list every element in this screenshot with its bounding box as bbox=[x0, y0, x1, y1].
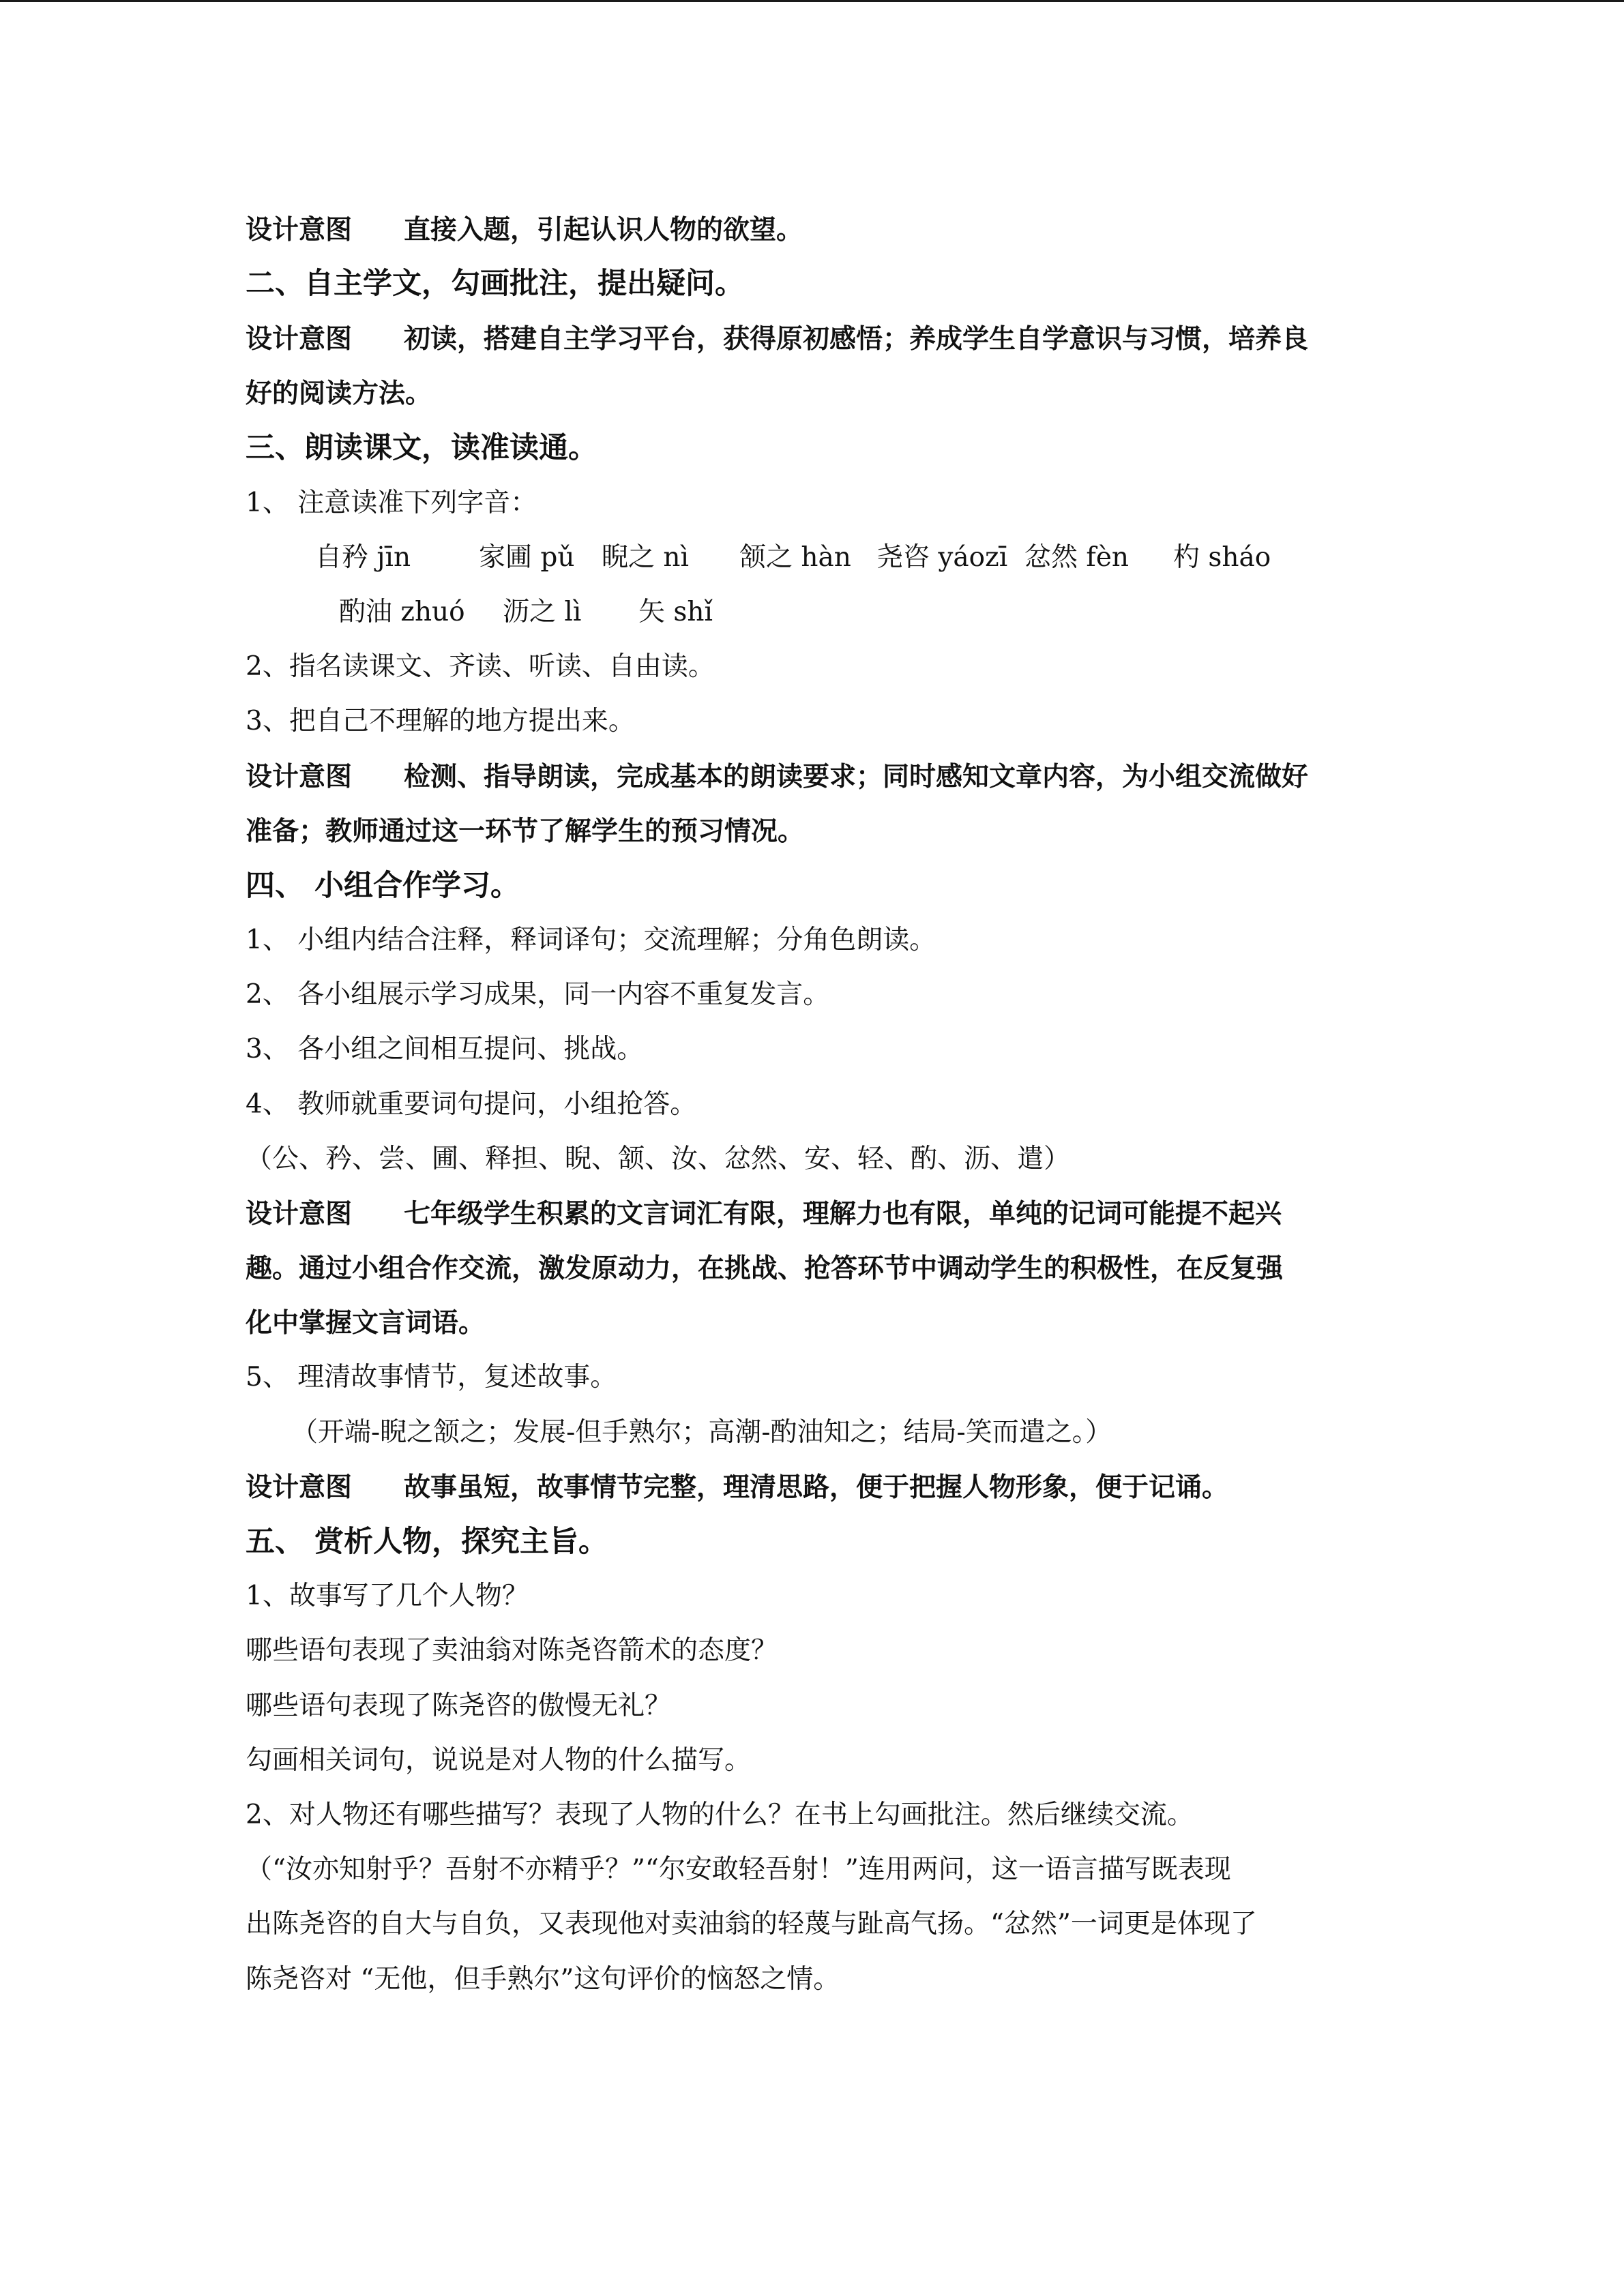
design-intent-label: 设计意图 bbox=[246, 1472, 353, 1503]
design-intent-label: 设计意图 bbox=[246, 761, 353, 792]
design-intent-text: 初读，搭建自主学习平台，获得原初感悟；养成学生自学意识与习惯，培养良 bbox=[404, 323, 1309, 355]
design-intent-line bbox=[246, 1467, 1228, 1508]
paragraph-line: 出陈尧咨的自大与自负，又表现他对卖油翁的轻蔑与趾高气扬。“忿然”一词更是体现了 bbox=[246, 1909, 1257, 1939]
list-item: 3、 各小组之间相互提问、挑战。 bbox=[246, 1034, 644, 1064]
design-intent-label: 设计意图 bbox=[246, 214, 353, 245]
list-item: 4、 教师就重要词句提问，小组抢答。 bbox=[246, 1089, 697, 1120]
section-heading: 五、 赏析人物，探究主旨。 bbox=[246, 1525, 608, 1559]
design-intent-label: 设计意图 bbox=[246, 1198, 353, 1229]
design-intent-line bbox=[246, 756, 1308, 797]
pinyin-word: 矢 shǐ bbox=[638, 597, 713, 627]
paragraph-line: 哪些语句表现了陈尧咨的傲慢无礼？ bbox=[246, 1690, 672, 1721]
list-item: 3、把自己不理解的地方提出来。 bbox=[246, 706, 635, 736]
paragraph-line: 勾画相关词句，说说是对人物的什么描写。 bbox=[246, 1745, 752, 1776]
paragraph-line: 趣。通过小组合作交流，激发原动力，在挑战、抢答环节中调动学生的积极性，在反复强 bbox=[246, 1253, 1284, 1284]
paragraph-line: （开端-睨之颔之；发展-但手熟尔；高潮-酌油知之；结局-笑而遣之。） bbox=[291, 1417, 1112, 1448]
list-item: 5、 理清故事情节，复述故事。 bbox=[246, 1362, 617, 1392]
list-item: 2、 各小组展示学习成果，同一内容不重复发言。 bbox=[246, 979, 830, 1010]
list-item: 2、对人物还有哪些描写？表现了人物的什么？在书上勾画批注。然后继续交流。 bbox=[246, 1800, 1194, 1830]
paragraph-line: 准备；教师通过这一环节了解学生的预习情况。 bbox=[246, 816, 805, 847]
list-item: 1、 小组内结合注释，释词译句；交流理解；分角色朗读。 bbox=[246, 925, 936, 955]
pinyin-word: 自矜 jīn bbox=[315, 542, 411, 573]
page-top-border bbox=[0, 0, 1624, 2]
pinyin-word: 尧咨 yáozī bbox=[876, 542, 1008, 573]
paragraph-line: 好的阅读方法。 bbox=[246, 378, 432, 409]
design-intent-line bbox=[246, 1193, 1282, 1234]
design-intent-text: 七年级学生积累的文言词汇有限，理解力也有限，单纯的记词可能提不起兴 bbox=[404, 1198, 1282, 1229]
section-heading: 二、自主学文，勾画批注，提出疑问。 bbox=[246, 267, 744, 301]
pinyin-word: 忿然 fèn bbox=[1024, 542, 1130, 573]
section-heading: 四、 小组合作学习。 bbox=[246, 869, 520, 903]
pinyin-word: 颔之 hàn bbox=[739, 542, 851, 573]
design-intent-label: 设计意图 bbox=[246, 323, 353, 355]
pinyin-row-2 bbox=[339, 592, 713, 633]
paragraph-line: 哪些语句表现了卖油翁对陈尧咨箭术的态度？ bbox=[246, 1635, 778, 1666]
design-intent-text: 直接入题，引起认识人物的欲望。 bbox=[404, 214, 803, 245]
paragraph-line: （公、矜、尝、圃、释担、睨、颔、汝、忿然、安、轻、酌、沥、遣） bbox=[246, 1144, 1071, 1174]
pinyin-word: 睨之 nì bbox=[602, 542, 689, 573]
design-intent-text: 故事虽短，故事情节完整，理清思路，便于把握人物形象，便于记诵。 bbox=[404, 1472, 1229, 1503]
paragraph-line: 陈尧咨对 “无他，但手熟尔”这句评价的恼怒之情。 bbox=[246, 1964, 840, 1995]
list-item: 1、故事写了几个人物？ bbox=[246, 1581, 529, 1611]
paragraph-line: （“汝亦知射乎？吾射不亦精乎？”“尔安敢轻吾射！”连用两问，这一语言描写既表现 bbox=[246, 1854, 1231, 1885]
pinyin-word: 酌油 zhuó bbox=[339, 597, 465, 627]
list-item: 1、 注意读准下列字音： bbox=[246, 488, 537, 518]
design-intent-text: 检测、指导朗读，完成基本的朗读要求；同时感知文章内容，为小组交流做好 bbox=[404, 761, 1309, 792]
design-intent-line bbox=[246, 318, 1308, 359]
pinyin-word: 杓 sháo bbox=[1173, 542, 1271, 573]
pinyin-word: 家圃 pǔ bbox=[479, 542, 575, 573]
design-intent-line bbox=[246, 209, 803, 250]
list-item: 2、指名读课文、齐读、听读、自由读。 bbox=[246, 651, 715, 682]
pinyin-row-1 bbox=[315, 537, 1271, 578]
pinyin-word: 沥之 lì bbox=[503, 597, 582, 627]
paragraph-line: 化中掌握文言词语。 bbox=[246, 1307, 486, 1339]
section-heading: 三、朗读课文，读准读通。 bbox=[246, 431, 597, 465]
